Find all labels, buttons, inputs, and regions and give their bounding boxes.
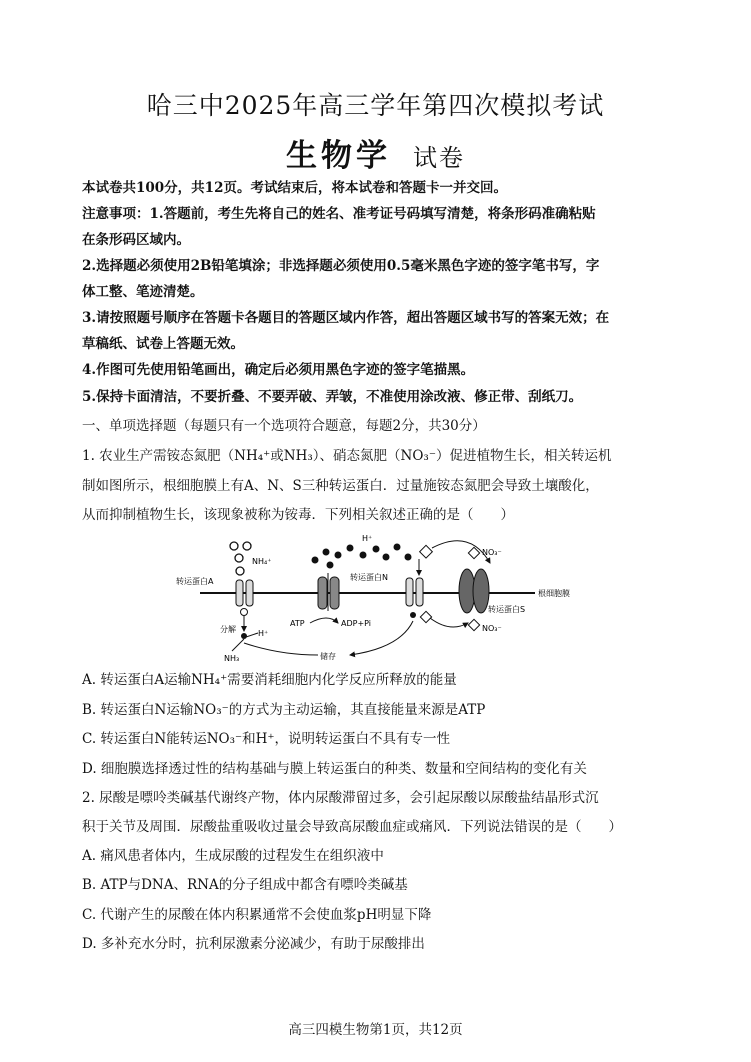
transporter-a-label: 转运蛋白A [176, 577, 214, 586]
note-line: 2.选择题必须使用2B铅笔填涂；非选择题必须使用0.5毫米黑色字迹的签字笔书写，字 [82, 258, 600, 274]
note-line: 在条形码区域内。 [82, 232, 190, 248]
nh4-ion [230, 542, 238, 550]
question-1-option: D. 细胞膜选择透过性的结构基础与膜上转运蛋白的种类、数量和空间结构的变化有关 [82, 761, 587, 777]
h-ion [347, 545, 354, 552]
question-1-option: C. 转运蛋白N能转运NO₃⁻和H⁺，说明转运蛋白不具有专一性 [82, 731, 451, 747]
transport-diagram [170, 533, 600, 665]
nh4-ion [243, 542, 251, 550]
nh4-label: NH₄⁺ [252, 557, 272, 566]
note-line: 注意事项：1.答题前，考生先将自己的姓名、准考证号码填写清楚，将条形码准确粘贴 [82, 206, 596, 222]
question-2-option: C. 代谢产生的尿酸在体内积累通常不会使血浆pH明显下降 [82, 907, 432, 923]
page-footer: 高三四模生物第1页，共12页 [288, 1022, 463, 1038]
question-2-option: A. 痛风患者体内，生成尿酸的过程发生在组织液中 [82, 848, 384, 864]
no3-ion-inside [420, 611, 431, 622]
transporter-a-right [246, 580, 253, 606]
transporter-n-right [416, 578, 423, 606]
h-ion [327, 562, 334, 569]
atp-label: ATP [290, 619, 305, 628]
h-out-label: H⁺ [362, 534, 373, 543]
h-ion [394, 544, 401, 551]
note-line: 3.请按照题号顺序在答题卡各题目的答题区域内作答，超出答题区域书写的答案无效；在 [82, 310, 610, 326]
h-ion [312, 557, 319, 564]
transporter-s-label: 转运蛋白S [488, 605, 526, 614]
nh4-ion [235, 554, 243, 562]
diagram-stroke [244, 643, 318, 655]
note-line: 4.作图可先使用铅笔画出，确定后必须用黑色字迹的签字笔描黑。 [82, 362, 475, 378]
note-line: 草稿纸、试卷上答题无效。 [82, 336, 244, 352]
question-1-option: B. 转运蛋白N运输NO₃⁻的方式为主动运输，其直接能量来源是ATP [82, 702, 486, 718]
question-2-option: D. 多补充水分时，抗利尿激素分泌减少，有助于尿酸排出 [82, 936, 425, 952]
nh4-ion [236, 567, 244, 575]
adp-label: ADP+Pi [341, 619, 372, 628]
exam-title: 哈三中2025年高三学年第四次模拟考试 [146, 91, 605, 120]
question-2-stem: 2. 尿酸是嘌呤类碱基代谢终产物，体内尿酸滞留过多，会引起尿酸以尿酸盐结晶形式沉 [82, 790, 599, 806]
decompose-label: 分解 [220, 625, 236, 634]
proton-pump-left [318, 577, 327, 609]
h-ion [335, 552, 342, 559]
note-line: 体工整、笔迹清楚。 [82, 284, 204, 300]
no3-ion-out [468, 547, 479, 558]
question-1-option: A. 转运蛋白A运输NH₄⁺需要消耗细胞内化学反应所释放的能量 [82, 672, 457, 688]
h-ion [383, 554, 390, 561]
h-ion-inside [410, 612, 416, 618]
transporter-a-left [236, 580, 243, 606]
diagram-stroke [310, 618, 338, 623]
h-ion [373, 546, 380, 553]
h-ion [360, 552, 367, 559]
proton-pump-right [330, 577, 339, 609]
storage-label: 储存 [320, 652, 336, 661]
subject-name: 生物学 [286, 138, 391, 174]
transporter-n-label: 转运蛋白N [350, 573, 388, 582]
diagram-stroke [246, 633, 258, 637]
h-ion [405, 554, 412, 561]
no3-ion [420, 545, 433, 558]
diagram-stroke [232, 639, 244, 651]
nh3-label: NH₃ [224, 654, 240, 663]
question-1-stem: 1. 农业生产需铵态氮肥（NH₄⁺或NH₃）、硝态氮肥（NO₃⁻）促进植物生长，相关转运机 [82, 448, 612, 464]
diagram-stroke [430, 618, 468, 627]
intro-text: 本试卷共100分，共12页。考试结束后，将本试卷和答题卡一并交回。 [82, 180, 507, 196]
h-ion [323, 549, 330, 556]
membrane-label: 根细胞膜 [538, 589, 570, 598]
transporter-s-right [473, 569, 489, 613]
paper-label: 试卷 [413, 144, 465, 172]
note-line: 5.保持卡面清洁，不要折叠、不要弄破、弄皱，不准使用涂改液、修正带、刮纸刀。 [82, 389, 583, 405]
no3-top-label: NO₃⁻ [482, 548, 502, 557]
question-1-stem: 从而抑制植物生长，该现象被称为铵毒．下列相关叙述正确的是（ ） [82, 507, 514, 523]
section-heading: 一、单项选择题（每题只有一个选项符合题意，每题2分，共30分） [82, 418, 486, 434]
question-2-option: B. ATP与DNA、RNA的分子组成中都含有嘌呤类碱基 [82, 877, 408, 893]
h-in-label: H⁺ [258, 629, 269, 638]
exam-subtitle [0, 130, 751, 175]
nh3-dot [241, 633, 247, 639]
question-1-stem: 制如图所示，根细胞膜上有A、N、S三种转运蛋白．过量施铵态氮肥会导致土壤酸化， [82, 478, 599, 494]
nh4-ion-inside [241, 609, 248, 616]
diagram-stroke [432, 541, 490, 563]
no3-bottom-label: NO₃⁻ [482, 624, 502, 633]
question-2-stem: 积于关节及周围．尿酸盐重吸收过量会导致高尿酸血症或痛风．下列说法错误的是（ ） [82, 819, 622, 835]
no3-ion-in [468, 619, 479, 630]
transporter-n-left [406, 578, 413, 606]
